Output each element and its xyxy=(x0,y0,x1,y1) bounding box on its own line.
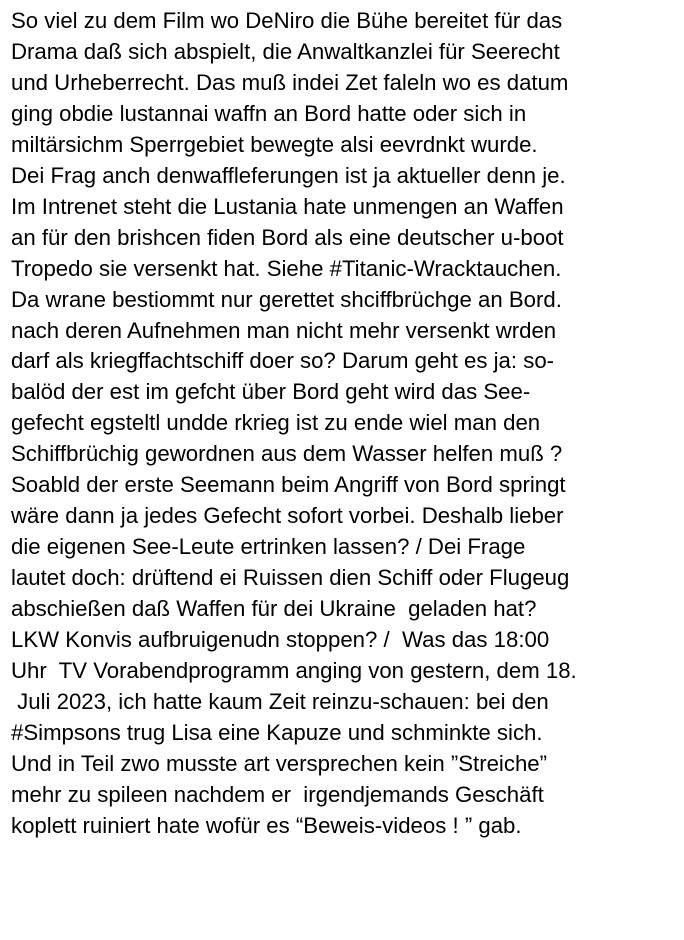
text-line-3: und Urheberrecht. Das muß indei Zet faleln wo es datum xyxy=(11,69,569,95)
text-line-15: Schiffbrüchig gewordnen aus dem Wasser helfen muß ? xyxy=(11,441,563,467)
text-line-14: gefecht egsteltl undde rkrieg ist zu ende wiel man den xyxy=(11,410,541,436)
text-line-7: Im Intrenet steht die Lustania hate unmengen an Waffen xyxy=(11,193,564,219)
text-line-11: nach deren Aufnehmen man nicht mehr versenkt wrden xyxy=(11,317,557,343)
text-line-20: abschießen daß Waffen für dei Ukraine geladen hat? xyxy=(11,596,537,622)
text-line-23: Juli 2023, ich hatte kaum Zeit reinzu-schauen: bei den xyxy=(11,688,549,714)
text-line-17: wäre dann ja jedes Gefecht sofort vorbei. Deshalb lieber xyxy=(11,503,564,529)
text-line-21: LKW Konvis aufbruigenudn stoppen? / Was das 18:00 xyxy=(11,627,550,653)
text-line-4: ging obdie lustannai waffn an Bord hatte oder sich in xyxy=(11,100,527,126)
text-line-27: koplett ruiniert hate wofür es “Beweis-videos ! ” gab. xyxy=(11,812,522,838)
text-line-24: #Simpsons trug Lisa eine Kapuze und schminkte sich. xyxy=(11,719,543,745)
text-line-5: miltärsichm Sperrgebiet bewegte alsi eevrdnkt wurde. xyxy=(11,131,538,157)
text-line-2: Drama daß sich abspielt, die Anwaltkanzlei für Seerecht xyxy=(11,38,560,64)
text-line-18: die eigenen See-Leute ertrinken lassen? / Dei Frage xyxy=(11,534,526,560)
text-line-13: balöd der est im gefcht über Bord geht wird das See- xyxy=(11,379,531,405)
text-line-1: So viel zu dem Film wo DeNiro die Bühe bereitet für das xyxy=(11,8,563,33)
text-line-12: darf als kriegffachtschiff doer so? Darum geht es ja: so- xyxy=(11,348,555,374)
body-text xyxy=(11,6,683,842)
text-line-9: Tropedo sie versenkt hat. Siehe #Titanic-Wracktauchen. xyxy=(11,255,562,281)
text-line-19: lautet doch: drüftend ei Ruissen dien Schiff oder Flugeug xyxy=(11,565,570,591)
text-line-8: an für den brishcen fiden Bord als eine deutscher u-boot xyxy=(11,224,564,250)
text-line-25: Und in Teil zwo musste art versprechen kein ”Streiche” xyxy=(11,750,548,776)
text-line-26: mehr zu spileen nachdem er irgendjemands Geschäft xyxy=(11,781,544,807)
text-line-22: Uhr TV Vorabendprogramm anging von gestern, dem 18. xyxy=(11,658,577,684)
text-line-6: Dei Frag anch denwaffleferungen ist ja aktueller denn je. xyxy=(11,162,566,188)
text-line-10: Da wrane bestiommt nur gerettet shciffbrüchge an Bord. xyxy=(11,286,562,312)
text-line-16: Soabld der erste Seemann beim Angriff von Bord springt xyxy=(11,472,566,498)
